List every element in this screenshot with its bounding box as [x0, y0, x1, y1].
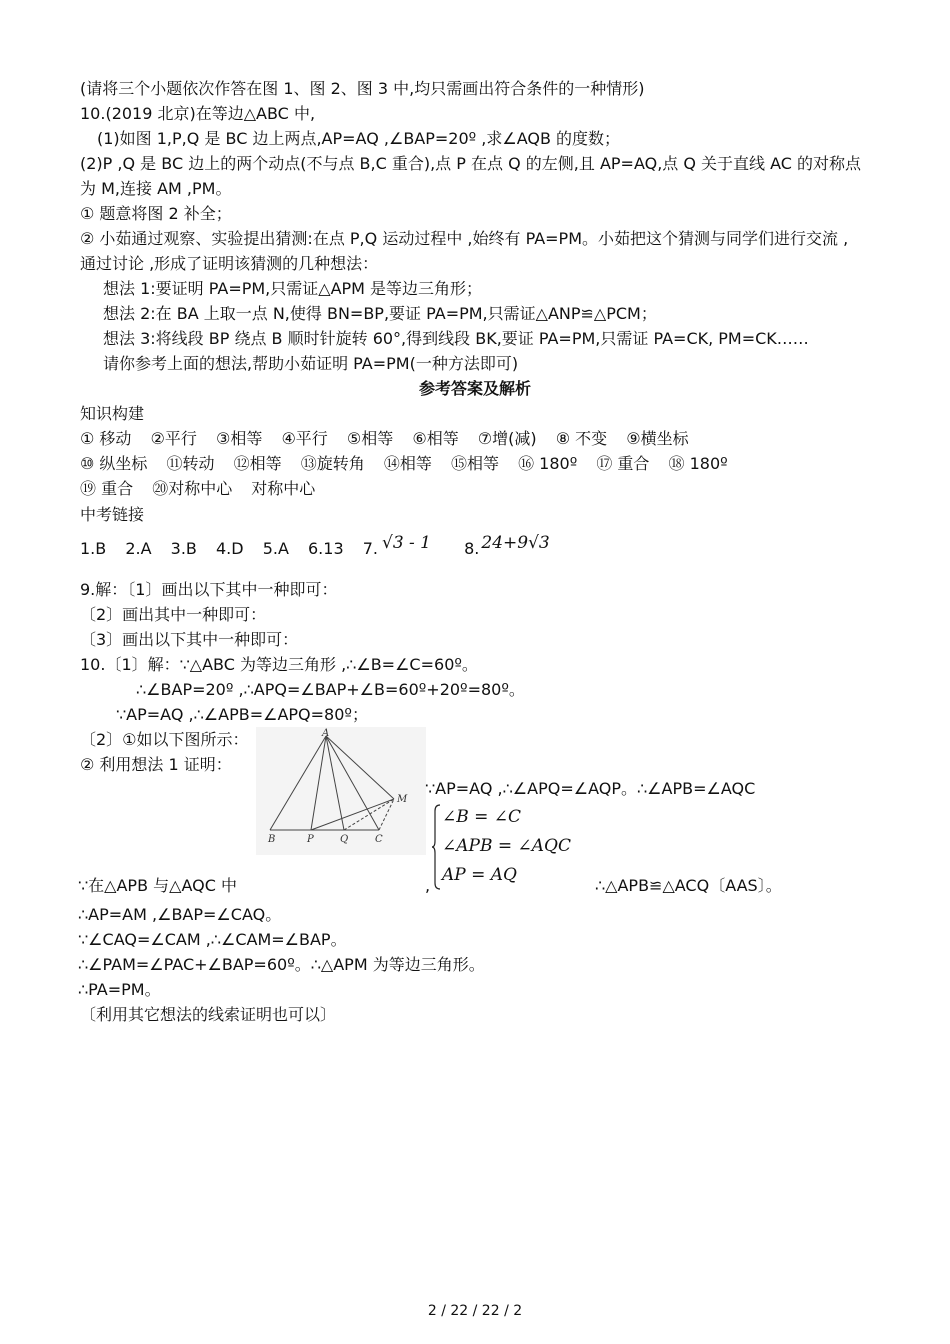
knowledge-row-2 — [80, 454, 742, 474]
q10-answer-5: ② 利用想法 1 证明： — [80, 755, 232, 774]
q7-expression: √3 - 1 — [381, 533, 432, 553]
mc-answer: 4.D — [216, 539, 244, 558]
left-brace — [432, 803, 442, 891]
q10-answer-2: ∴∠BAP=20º ,∴APQ=∠BAP+∠B=60º+20º=80º。 — [136, 680, 525, 699]
q10-answer-10: ∴∠PAM=∠PAC+∠BAP=60º。∴△APM 为等边三角形。 — [78, 955, 485, 974]
knowledge-item: ⑱ 180º — [668, 454, 728, 473]
knowledge-item: ⑯ 180º — [518, 454, 578, 473]
congruence-conditions — [432, 803, 582, 891]
q10-answer-9: ∵∠CAQ=∠CAM ,∴∠CAM=∠BAP。 — [78, 930, 347, 949]
knowledge-row-3 — [80, 479, 329, 499]
q10-part2-line2: 为 M,连接 AM ,PM。 — [80, 179, 232, 198]
knowledge-item: ① 移动 — [80, 429, 132, 448]
label-p: P — [307, 834, 314, 845]
knowledge-item: ③相等 — [215, 429, 263, 448]
knowledge-item: 对称中心 — [251, 479, 316, 498]
q10-answer-8: ∴AP=AM ,∠BAP=∠CAQ。 — [78, 905, 282, 924]
q10-answer-4: 〔2〕①如以下图所示： — [80, 730, 249, 749]
knowledge-item: ⑭相等 — [383, 454, 432, 473]
knowledge-item: ⑨横坐标 — [626, 429, 689, 448]
knowledge-item: ⑤相等 — [346, 429, 394, 448]
q10-sub1: ① 题意将图 2 补全； — [80, 204, 232, 223]
knowledge-item: ⑦增(减) — [477, 429, 537, 448]
q10-answer-6: ∵AP=AQ ,∴∠APQ=∠AQP。∴∠APB=∠AQC — [425, 779, 756, 798]
condition-1: ∠B = ∠C — [442, 807, 522, 827]
label-a: A — [322, 728, 330, 739]
segment-ab — [270, 736, 326, 830]
idea-3: 想法 3:将线段 BP 绕点 B 顺时针旋转 60°,得到线段 BK,要证 PA=PM,只需证 PA=CK, PM=CK…… — [103, 329, 809, 348]
q10-answer-7-comma: , — [425, 876, 431, 895]
triangle-diagram — [256, 727, 426, 855]
label-c: C — [375, 834, 383, 845]
intro-note: (请将三个小题依次作答在图 1、图 2、图 3 中,均只需画出符合条件的一种情形) — [80, 79, 645, 98]
q10-answer-11: ∴PA=PM。 — [78, 980, 161, 999]
q10-answer-7a: ∵在△APB 与△AQC 中 — [78, 876, 237, 895]
exam-link-title: 中考链接 — [80, 505, 145, 524]
segment-ac — [326, 736, 379, 830]
q8-label: 8. — [464, 539, 480, 558]
knowledge-item: ②平行 — [150, 429, 197, 448]
mc-answer: 2.A — [125, 539, 152, 558]
page-footer: 2 / 22 / 22 / 2 — [427, 1303, 523, 1319]
mc-answer: 6.13 — [308, 539, 344, 558]
q10-answer-3: ∵AP=AQ ,∴∠APB=∠APQ=80º； — [116, 705, 368, 724]
knowledge-item: ⑪转动 — [166, 454, 215, 473]
mc-answer: 1.B — [80, 539, 107, 558]
label-m: M — [397, 794, 408, 805]
label-b: B — [268, 834, 276, 845]
q10-answer-1: 10.〔1〕解：∵△ABC 为等边三角形 ,∴∠B=∠C=60º。 — [80, 655, 478, 674]
knowledge-item: ⑧ 不变 — [555, 429, 608, 448]
q10-title: 10.(2019 北京)在等边△ABC 中, — [80, 104, 316, 123]
knowledge-item: ④平行 — [281, 429, 328, 448]
knowledge-item: ⑩ 纵坐标 — [80, 454, 148, 473]
knowledge-item: ⑫相等 — [233, 454, 282, 473]
mc-answer: 5.A — [262, 539, 289, 558]
q9-part3: 〔3〕画出以下其中一种即可： — [80, 630, 299, 649]
q10-sub2-line1: ② 小茹通过观察、实验提出猜测:在点 P,Q 运动过程中 ,始终有 PA=PM。小茹把这个猜测与同学们进行交流 , — [80, 229, 849, 248]
knowledge-item: ⑳对称中心 — [152, 479, 233, 498]
mc-answer: 3.B — [170, 539, 197, 558]
segment-ap — [311, 736, 326, 830]
q10-answer-12: 〔利用其它想法的线索证明也可以〕 — [80, 1005, 337, 1024]
knowledge-item: ⑮相等 — [450, 454, 499, 473]
q10-part2-line1: (2)P ,Q 是 BC 边上的两个动点(不与点 B,C 重合),点 P 在点 Q 的左侧,且 AP=AQ,点 Q 关于直线 AC 的对称点 — [80, 154, 862, 173]
q9-part1: 9.解：〔1〕画出以下其中一种即可： — [80, 580, 338, 599]
q10-answer-7b: ∴△APB≌△ACQ〔AAS〕。 — [595, 876, 782, 895]
idea-1: 想法 1:要证明 PA=PM,只需证△APM 是等边三角形； — [103, 279, 483, 298]
condition-2: ∠APB = ∠AQC — [442, 836, 571, 856]
q10-sub2-line2: 通过讨论 ,形成了证明该猜测的几种想法： — [80, 254, 379, 273]
q10-part1: (1)如图 1,P,Q 是 BC 边上两点,AP=AQ ,∠BAP=20º ,求∠AQB 的度数； — [97, 129, 621, 148]
knowledge-item: ⑲ 重合 — [80, 479, 134, 498]
answers-heading: 参考答案及解析 — [418, 379, 531, 398]
knowledge-item: ⑬旋转角 — [300, 454, 365, 473]
knowledge-item: ⑰ 重合 — [596, 454, 650, 473]
condition-3: AP = AQ — [442, 865, 517, 885]
q7-label: 7. — [362, 539, 378, 558]
knowledge-row-1 — [80, 429, 703, 449]
knowledge-title: 知识构建 — [80, 404, 145, 423]
mc-answers — [80, 533, 564, 559]
knowledge-item: ⑥相等 — [412, 429, 459, 448]
q8-expression: 24+9√3 — [481, 533, 550, 553]
request: 请你参考上面的想法,帮助小茹证明 PA=PM(一种方法即可) — [103, 354, 519, 373]
geometry-figure — [256, 727, 426, 855]
label-q: Q — [340, 834, 349, 845]
q9-part2: 〔2〕画出其中一种即可： — [80, 605, 267, 624]
idea-2: 想法 2:在 BA 上取一点 N,使得 BN=BP,要证 PA=PM,只需证△ANP≌△PCM； — [103, 304, 657, 323]
